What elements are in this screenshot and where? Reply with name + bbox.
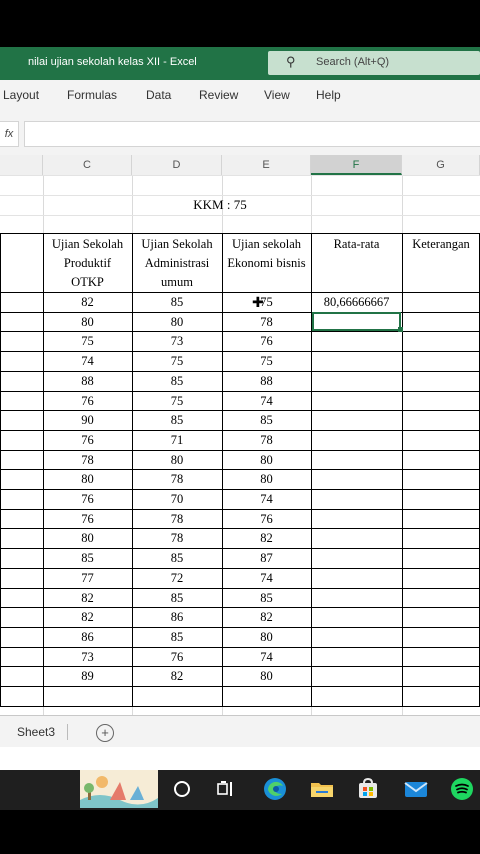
table-cell-d[interactable]: 85 — [170, 413, 184, 428]
search-circle-icon[interactable] — [162, 770, 202, 808]
file-explorer-icon[interactable] — [302, 770, 342, 808]
table-cell-d[interactable]: 80 — [170, 314, 184, 329]
table-cell-f[interactable] — [311, 411, 402, 430]
header-line: umum — [161, 275, 193, 289]
table-border-horizontal — [0, 430, 480, 431]
fx-icon[interactable]: fx — [0, 121, 19, 147]
table-cell-f[interactable] — [311, 529, 402, 548]
table-border-horizontal — [0, 391, 480, 392]
ribbon-menu-bar — [0, 80, 480, 110]
table-cell-c[interactable]: 82 — [81, 295, 94, 309]
table-cell-d[interactable]: 75 — [170, 354, 184, 369]
header-line: Ujian Sekolah — [51, 237, 124, 251]
menu-view[interactable]: View — [264, 88, 290, 102]
table-border-horizontal — [0, 292, 480, 293]
table-border-horizontal — [0, 233, 480, 234]
table-cell-f[interactable] — [311, 510, 402, 529]
table-cell-c[interactable]: 80 — [81, 531, 94, 546]
table-cell-d[interactable]: 78 — [170, 472, 184, 487]
table-header-f — [311, 235, 402, 292]
table-cell-d[interactable]: 85 — [170, 590, 184, 605]
header-line: Ekonomi bisnis — [227, 256, 306, 270]
table-border-horizontal — [0, 509, 480, 510]
edge-icon[interactable] — [255, 770, 295, 808]
table-border-horizontal — [0, 371, 480, 372]
table-border-horizontal — [0, 312, 480, 313]
table-cell-f[interactable] — [311, 490, 402, 509]
status-area — [0, 747, 480, 770]
header-line: Ujian Sekolah — [141, 237, 213, 251]
table-header-d — [132, 235, 222, 292]
wallpaper-thumbnail — [80, 770, 158, 808]
kkm-label: KKM : 75 — [193, 197, 247, 212]
table-cell-c[interactable]: 82 — [81, 590, 94, 605]
gridline-horizontal — [0, 195, 480, 196]
tab-divider — [67, 724, 68, 740]
table-cell-e[interactable]: 76 — [260, 334, 273, 349]
store-icon[interactable] — [348, 770, 388, 808]
table-cell-c[interactable]: 76 — [81, 492, 94, 506]
table-cell-d[interactable]: 80 — [170, 452, 184, 467]
table-cell-c[interactable]: 74 — [81, 354, 94, 369]
table-border-horizontal — [0, 607, 480, 608]
menu-formulas[interactable]: Formulas — [67, 88, 118, 102]
table-cell-f[interactable] — [311, 431, 402, 450]
table-border-horizontal — [0, 627, 480, 628]
table-cell-d[interactable]: 75 — [170, 393, 184, 408]
table-border-horizontal — [0, 351, 480, 352]
table-cell-d[interactable]: 70 — [170, 492, 184, 506]
search-icon: ⚲ — [286, 54, 296, 69]
table-cell-f[interactable] — [311, 451, 402, 470]
table-cell-e[interactable]: 85 — [260, 590, 273, 605]
table-cell-e[interactable]: 87 — [260, 551, 273, 566]
table-header-c — [43, 235, 132, 292]
table-cell-d[interactable]: 85 — [170, 295, 184, 309]
add-sheet-button[interactable]: + — [96, 724, 114, 742]
table-border-horizontal — [0, 666, 480, 667]
search-placeholder: Search (Alt+Q) — [316, 56, 390, 68]
table-cell-f[interactable] — [311, 589, 402, 608]
table-cell-c[interactable]: 75 — [81, 334, 94, 349]
column-header-row — [0, 155, 480, 176]
table-header-e — [222, 235, 311, 292]
table-cell-e[interactable]: 85 — [260, 413, 273, 428]
table-cell-c[interactable]: 88 — [81, 373, 94, 388]
table-border-horizontal — [0, 568, 480, 569]
table-border-horizontal — [0, 588, 480, 589]
table-border-horizontal — [0, 469, 480, 470]
selected-cell[interactable] — [312, 312, 401, 332]
table-cell-f[interactable] — [311, 470, 402, 489]
table-cell-f[interactable] — [311, 628, 402, 647]
table-cell-c[interactable]: 78 — [81, 452, 94, 467]
table-cell-e[interactable]: 78 — [260, 314, 273, 329]
table-cell-d[interactable]: 85 — [170, 629, 184, 644]
table-border-horizontal — [0, 686, 480, 687]
table-cell-e[interactable]: 80 — [260, 669, 273, 684]
table-cell-f[interactable] — [311, 332, 402, 351]
window-title: nilai ujian sekolah kelas XII - Excel — [28, 56, 197, 68]
table-cell-f[interactable] — [311, 569, 402, 588]
sheet-tab-bar — [0, 715, 480, 748]
gridline-horizontal — [0, 215, 480, 216]
fill-handle[interactable] — [398, 327, 403, 332]
header-line: Produktif — [63, 256, 112, 270]
table-cell-d[interactable]: 85 — [170, 373, 184, 388]
table-cell-c[interactable]: 89 — [81, 669, 94, 684]
table-cell-e[interactable]: 80 — [260, 472, 273, 487]
table-cell-e[interactable]: 74 — [260, 393, 273, 408]
table-border-horizontal — [0, 331, 480, 332]
header-line: Administrasi — [144, 256, 210, 270]
table-border-horizontal — [0, 706, 480, 707]
table-cell-e[interactable]: 78 — [260, 432, 273, 447]
table-cell-d[interactable]: 78 — [170, 531, 184, 546]
spotify-icon[interactable] — [442, 770, 480, 808]
column-header-g[interactable]: G — [402, 155, 480, 175]
table-border-horizontal — [0, 528, 480, 529]
table-cell-c[interactable]: 80 — [81, 314, 94, 329]
table-cell-f[interactable] — [311, 608, 402, 627]
table-cell-f[interactable] — [311, 392, 402, 411]
table-cell-c[interactable]: 80 — [81, 472, 94, 487]
header-line: Keterangan — [412, 237, 470, 251]
table-border-horizontal — [0, 410, 480, 411]
table-cell-d[interactable]: 73 — [170, 334, 184, 349]
table-border-horizontal — [0, 548, 480, 549]
column-header-e[interactable]: E — [222, 155, 311, 175]
menu-layout[interactable]: Layout — [3, 88, 40, 102]
column-header-prev[interactable] — [0, 155, 43, 175]
table-cell-f[interactable]: 80,66666667 — [323, 295, 390, 309]
table-cell-e[interactable]: 74 — [260, 570, 273, 585]
sheet-tab[interactable]: Sheet3 — [16, 725, 56, 739]
table-cell-f[interactable] — [311, 648, 402, 667]
table-cell-c[interactable]: 85 — [81, 551, 94, 566]
table-border-horizontal — [0, 647, 480, 648]
table-cell-f[interactable] — [311, 549, 402, 568]
table-cell-c[interactable]: 82 — [81, 610, 94, 625]
table-cell-e[interactable]: 82 — [260, 531, 273, 546]
table-cell-e[interactable]: 74 — [260, 649, 273, 664]
gridline-horizontal — [0, 175, 480, 176]
table-cell-e[interactable]: 80 — [260, 629, 273, 644]
table-cell-e[interactable]: 82 — [260, 610, 273, 625]
table-cell-e[interactable]: 88 — [260, 373, 273, 388]
table-cell-e[interactable]: 74 — [260, 492, 273, 506]
table-border-horizontal — [0, 450, 480, 451]
table-cell-c[interactable]: 76 — [81, 511, 94, 526]
table-cell-e[interactable]: 80 — [260, 452, 273, 467]
table-cell-c[interactable]: 76 — [81, 393, 94, 408]
column-header-d[interactable]: D — [132, 155, 222, 175]
table-cell-d[interactable]: 78 — [170, 511, 184, 526]
table-cell-d[interactable]: 86 — [170, 610, 184, 625]
table-cell-e[interactable]: 75 — [260, 354, 273, 369]
table-header-g — [402, 235, 480, 292]
table-cell-d[interactable]: 72 — [170, 570, 184, 585]
table-cell-d[interactable]: 76 — [170, 649, 184, 664]
header-line: Rata-rata — [333, 237, 380, 251]
header-line: Ujian sekolah — [231, 237, 302, 251]
column-header-f[interactable]: F — [311, 155, 402, 175]
table-cell-c[interactable]: 77 — [81, 570, 94, 585]
table-cell-d[interactable]: 71 — [170, 432, 184, 447]
table-cell-c[interactable]: 90 — [81, 413, 94, 428]
table-cell-f[interactable] — [311, 667, 402, 686]
table-cell-c[interactable]: 73 — [81, 649, 94, 664]
menu-data[interactable]: Data — [146, 88, 172, 102]
table-cell-e[interactable]: 75 — [260, 295, 273, 309]
formula-input[interactable] — [24, 121, 480, 147]
search-box[interactable] — [268, 51, 480, 75]
mail-icon[interactable] — [396, 770, 436, 808]
table-cell-c[interactable]: 76 — [81, 432, 94, 447]
table-cell-d[interactable]: 82 — [170, 669, 184, 684]
table-cell-f[interactable] — [311, 372, 402, 391]
column-header-c[interactable]: C — [43, 155, 132, 175]
cell-cursor-icon: ✚ — [252, 294, 264, 310]
header-line: OTKP — [71, 275, 104, 289]
table-cell-c[interactable]: 86 — [81, 629, 94, 644]
table-cell-d[interactable]: 85 — [170, 551, 184, 566]
menu-review[interactable]: Review — [199, 88, 239, 102]
spreadsheet-grid[interactable] — [0, 175, 480, 715]
table-cell-e[interactable]: 76 — [260, 511, 273, 526]
table-border-horizontal — [0, 489, 480, 490]
task-view-icon[interactable] — [206, 770, 246, 808]
menu-help[interactable]: Help — [316, 88, 341, 102]
table-cell-f[interactable] — [311, 352, 402, 371]
